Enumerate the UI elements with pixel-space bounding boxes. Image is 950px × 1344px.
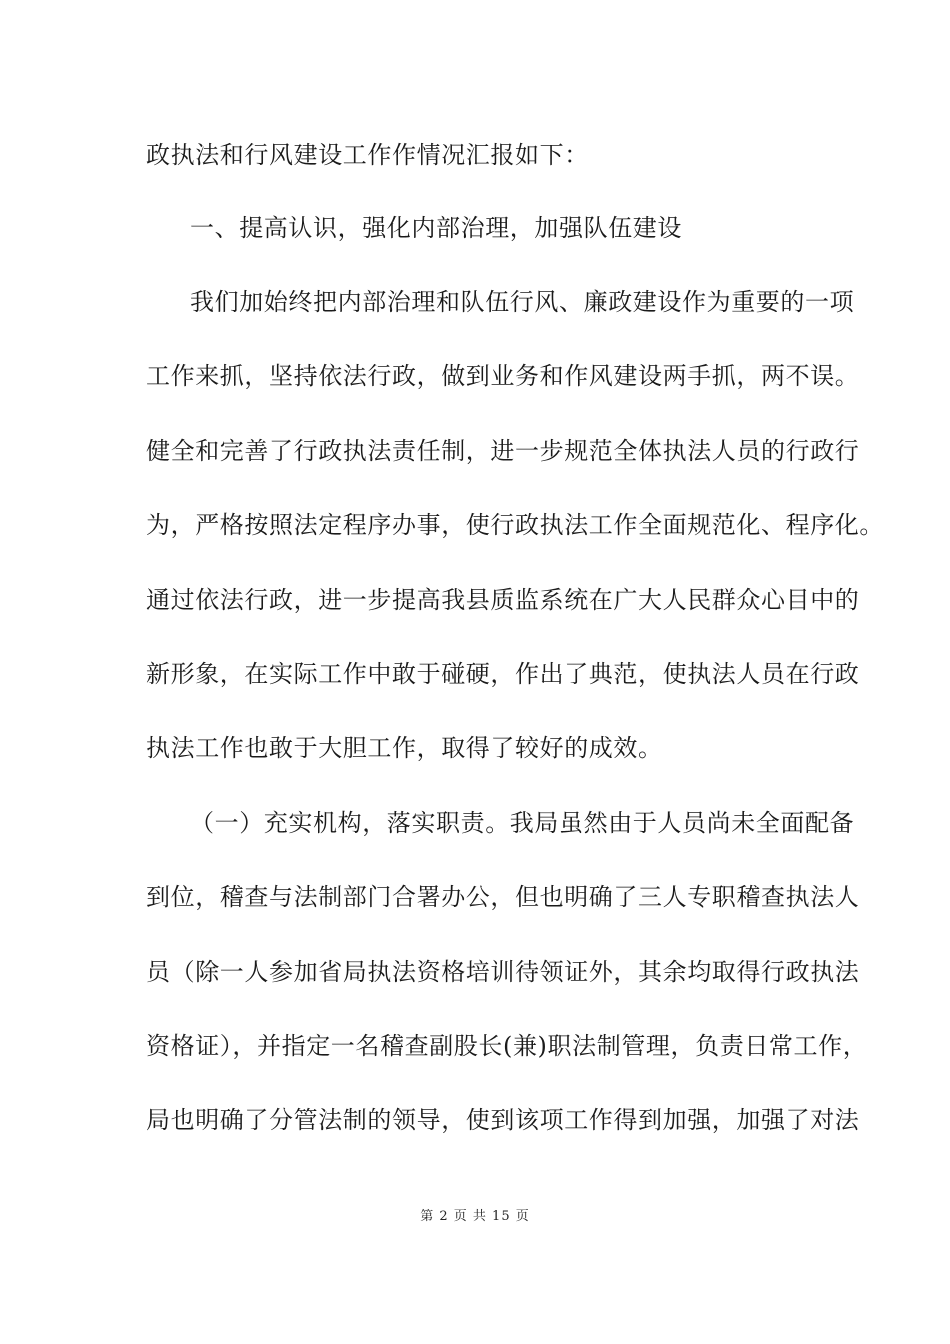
paragraph-line: 局也明确了分管法制的领导，使到该项工作得到加强，加强了对法 (146, 1106, 860, 1134)
paragraph-line: 新形象，在实际工作中敢于碰硬，作出了典范，使执法人员在行政 (146, 660, 860, 688)
paragraph-line: 通过依法行政，进一步提高我县质监系统在广大人民群众心目中的 (146, 586, 860, 614)
paragraph-line: 我们加始终把内部治理和队伍行风、廉政建设作为重要的一项 (190, 288, 855, 316)
paragraph-line: 政执法和行风建设工作作情况汇报如下： (146, 141, 589, 169)
paragraph-line: 员（除一人参加省局执法资格培训待领证外，其余均取得行政执法 (146, 958, 860, 986)
paragraph-line: 资格证），并指定一名稽查副股长(兼)职法制管理，负责日常工作， (146, 1032, 868, 1060)
paragraph-line: 执法工作也敢于大胆工作，取得了较好的成效。 (146, 734, 663, 762)
paragraph-line: 工作来抓，坚持依法行政，做到业务和作风建设两手抓，两不误。 (146, 362, 860, 390)
paragraph-line: （一）充实机构，落实职责。我局虽然由于人员尚未全面配备 (190, 809, 855, 837)
section-heading: 一、提高认识，强化内部治理，加强队伍建设 (190, 214, 682, 242)
paragraph-line: 到位，稽查与法制部门合署办公，但也明确了三人专职稽查执法人 (146, 883, 860, 911)
paragraph-line: 为，严格按照法定程序办事，使行政执法工作全面规范化、程序化。 (146, 511, 884, 539)
page-number-footer: 第 2 页 共 15 页 (420, 1209, 530, 1224)
paragraph-line: 健全和完善了行政执法责任制，进一步规范全体执法人员的行政行 (146, 437, 860, 465)
